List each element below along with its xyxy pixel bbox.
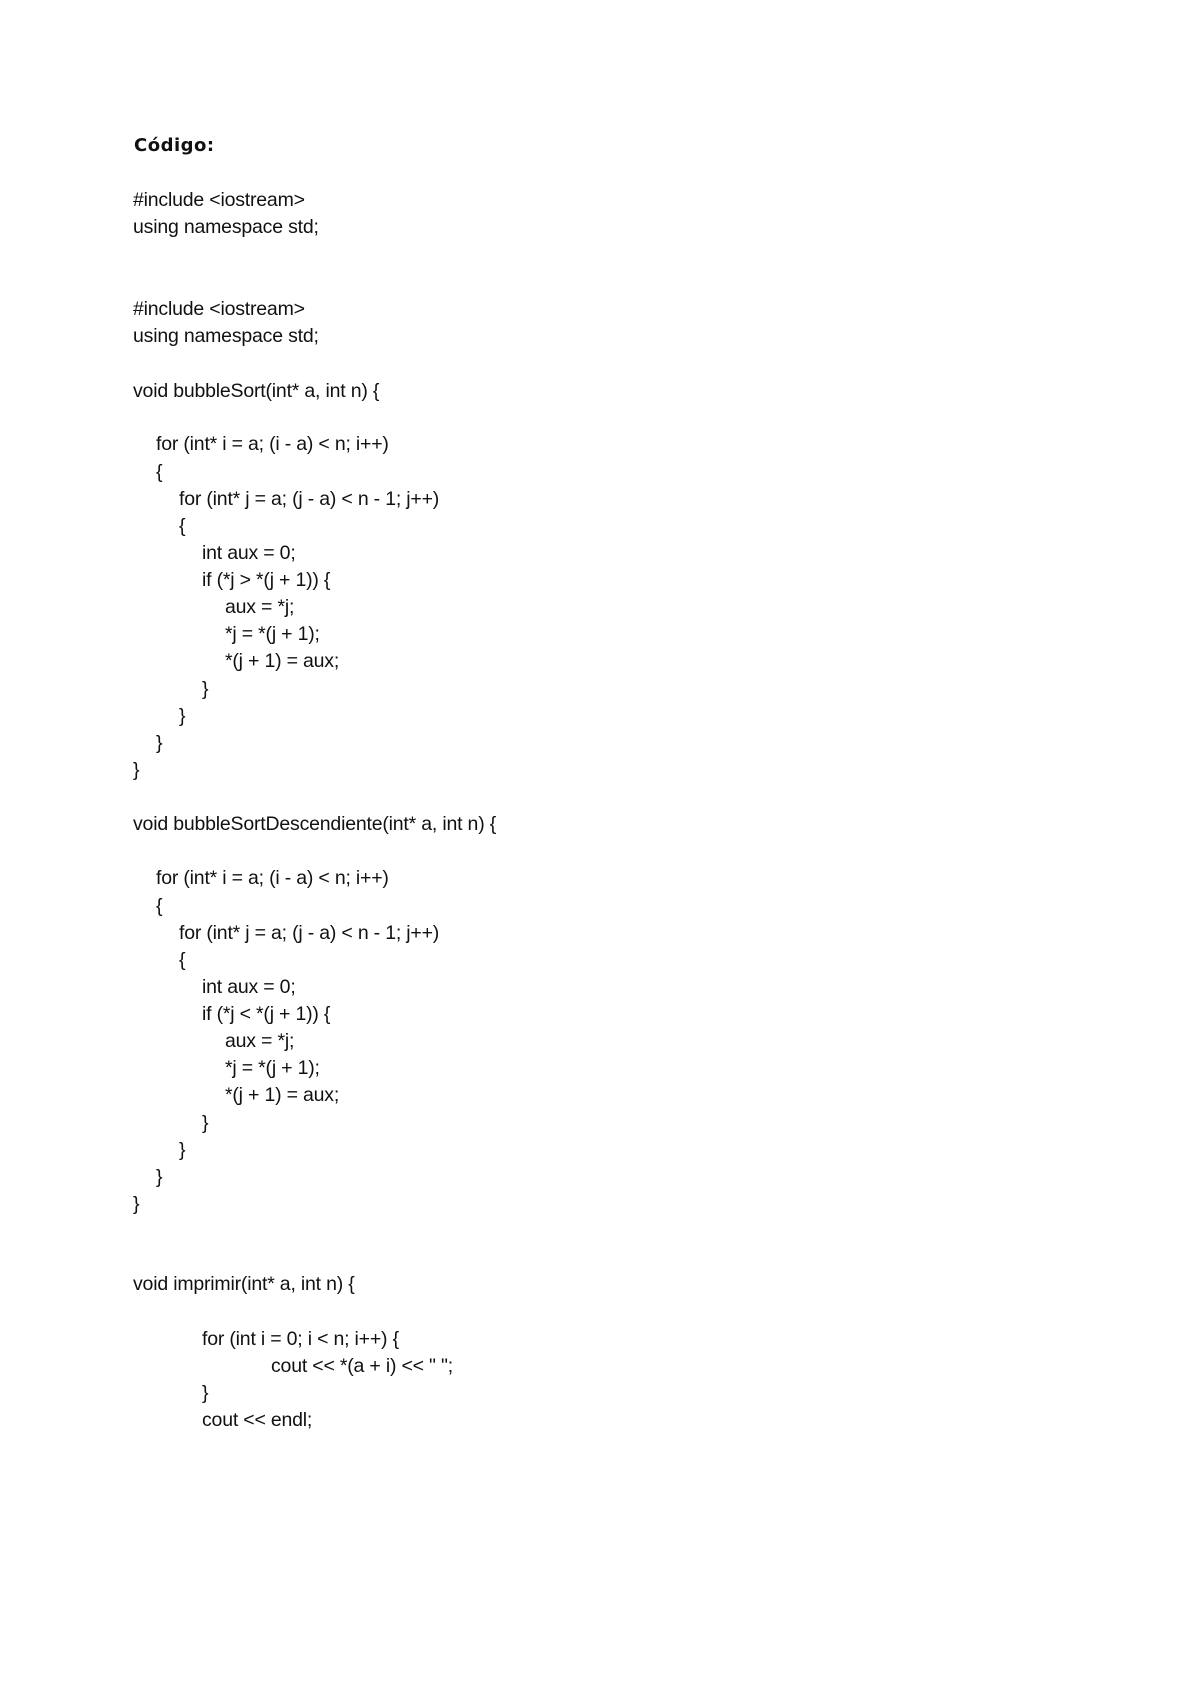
code-line: } bbox=[202, 1382, 209, 1404]
code-line: { bbox=[156, 461, 163, 483]
code-line: cout << endl; bbox=[202, 1409, 313, 1431]
code-line: cout << *(a + i) << " "; bbox=[271, 1355, 453, 1377]
code-line: { bbox=[156, 895, 163, 917]
code-line: if (*j < *(j + 1)) { bbox=[202, 1003, 331, 1025]
code-line: } bbox=[133, 1193, 140, 1215]
code-line: aux = *j; bbox=[225, 596, 295, 618]
code-line: void bubbleSortDescendiente(int* a, int n) { bbox=[133, 813, 497, 835]
code-line: } bbox=[156, 732, 163, 754]
code-line: using namespace std; bbox=[133, 325, 319, 347]
code-line: } bbox=[133, 759, 140, 781]
code-line: { bbox=[179, 949, 186, 971]
code-line: } bbox=[202, 678, 209, 700]
code-line: } bbox=[202, 1112, 209, 1134]
code-line: void imprimir(int* a, int n) { bbox=[133, 1273, 355, 1295]
code-line: } bbox=[156, 1166, 163, 1188]
code-line: { bbox=[179, 515, 186, 537]
code-line: } bbox=[179, 705, 186, 727]
code-line: using namespace std; bbox=[133, 216, 319, 238]
code-line: *(j + 1) = aux; bbox=[225, 650, 340, 672]
code-line: for (int i = 0; i < n; i++) { bbox=[202, 1328, 399, 1350]
code-line: for (int* j = a; (j - a) < n - 1; j++) bbox=[179, 922, 440, 944]
code-line: *j = *(j + 1); bbox=[225, 623, 320, 645]
code-line: for (int* i = a; (i - a) < n; i++) bbox=[156, 867, 389, 889]
code-line: *(j + 1) = aux; bbox=[225, 1084, 340, 1106]
code-line: if (*j > *(j + 1)) { bbox=[202, 569, 331, 591]
code-line: int aux = 0; bbox=[202, 976, 296, 998]
code-line: } bbox=[179, 1139, 186, 1161]
code-line: *j = *(j + 1); bbox=[225, 1057, 320, 1079]
code-line: #include <iostream> bbox=[133, 189, 305, 211]
code-line: #include <iostream> bbox=[133, 298, 305, 320]
code-line: aux = *j; bbox=[225, 1030, 295, 1052]
code-line: for (int* j = a; (j - a) < n - 1; j++) bbox=[179, 488, 440, 510]
code-line: void bubbleSort(int* a, int n) { bbox=[133, 380, 380, 402]
code-line: for (int* i = a; (i - a) < n; i++) bbox=[156, 433, 389, 455]
code-line: int aux = 0; bbox=[202, 542, 296, 564]
section-heading: Código: bbox=[134, 135, 215, 156]
